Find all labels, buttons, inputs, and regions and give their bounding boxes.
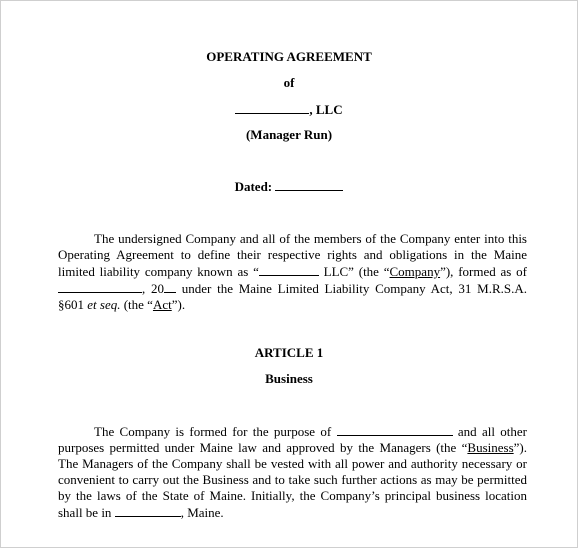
document-title: OPERATING AGREEMENT: [206, 49, 372, 64]
company-name-blank[interactable]: [235, 101, 309, 114]
year-blank[interactable]: [164, 280, 176, 293]
act-defined-term: Act: [152, 297, 172, 312]
et-seq-text: et seq.: [87, 297, 121, 312]
intro-text-4: , 20: [142, 281, 164, 296]
company-defined-term: Company: [389, 264, 441, 279]
article-subheading: Business: [265, 371, 313, 386]
business-text-2: and all other purposes permitted under Maine law and approved by the Managers (the “: [58, 424, 527, 455]
company-name-line: [1, 101, 577, 118]
intro-text-6: (the “: [120, 297, 153, 312]
date-blank[interactable]: [275, 178, 343, 191]
business-text-3: ”). The Managers of the Company shall be vested with all power and authority necessary or convenient to carry out the Business and to take such further actions as may be permitted by the laws of the State of Maine. Initially, the Company’s principal business location shall be in: [58, 440, 527, 520]
intro-paragraph: [58, 231, 527, 313]
intro-text-7: ”).: [171, 297, 186, 312]
formation-date-blank[interactable]: [58, 280, 142, 293]
document-subtitle: (Manager Run): [245, 127, 333, 142]
business-text-4: , Maine.: [180, 505, 224, 520]
llc-name-blank[interactable]: [259, 263, 319, 276]
business-paragraph: [58, 423, 527, 521]
business-text-1: The Company is formed for the purpose of: [94, 424, 337, 439]
article-heading: ARTICLE 1: [254, 345, 324, 360]
dated-label: Dated:: [234, 179, 273, 194]
intro-text-3: ”), formed as of: [440, 264, 527, 279]
intro-text-5: under the Maine Limited Liability Company Act, 31 M.R.S.A. §601: [58, 281, 528, 312]
llc-suffix: , LLC: [309, 102, 343, 117]
location-blank[interactable]: [115, 504, 181, 517]
business-defined-term: Business: [467, 440, 514, 455]
purpose-blank[interactable]: [337, 423, 453, 436]
title-of: of: [283, 75, 295, 90]
dated-line: [1, 178, 577, 195]
intro-text-1: The undersigned Company and all of the members of the Company enter into this Operating Agreement to define their respective rights and obligations in the Maine limited liability company known as “: [58, 231, 527, 279]
intro-text-2: LLC” (the “: [318, 264, 390, 279]
